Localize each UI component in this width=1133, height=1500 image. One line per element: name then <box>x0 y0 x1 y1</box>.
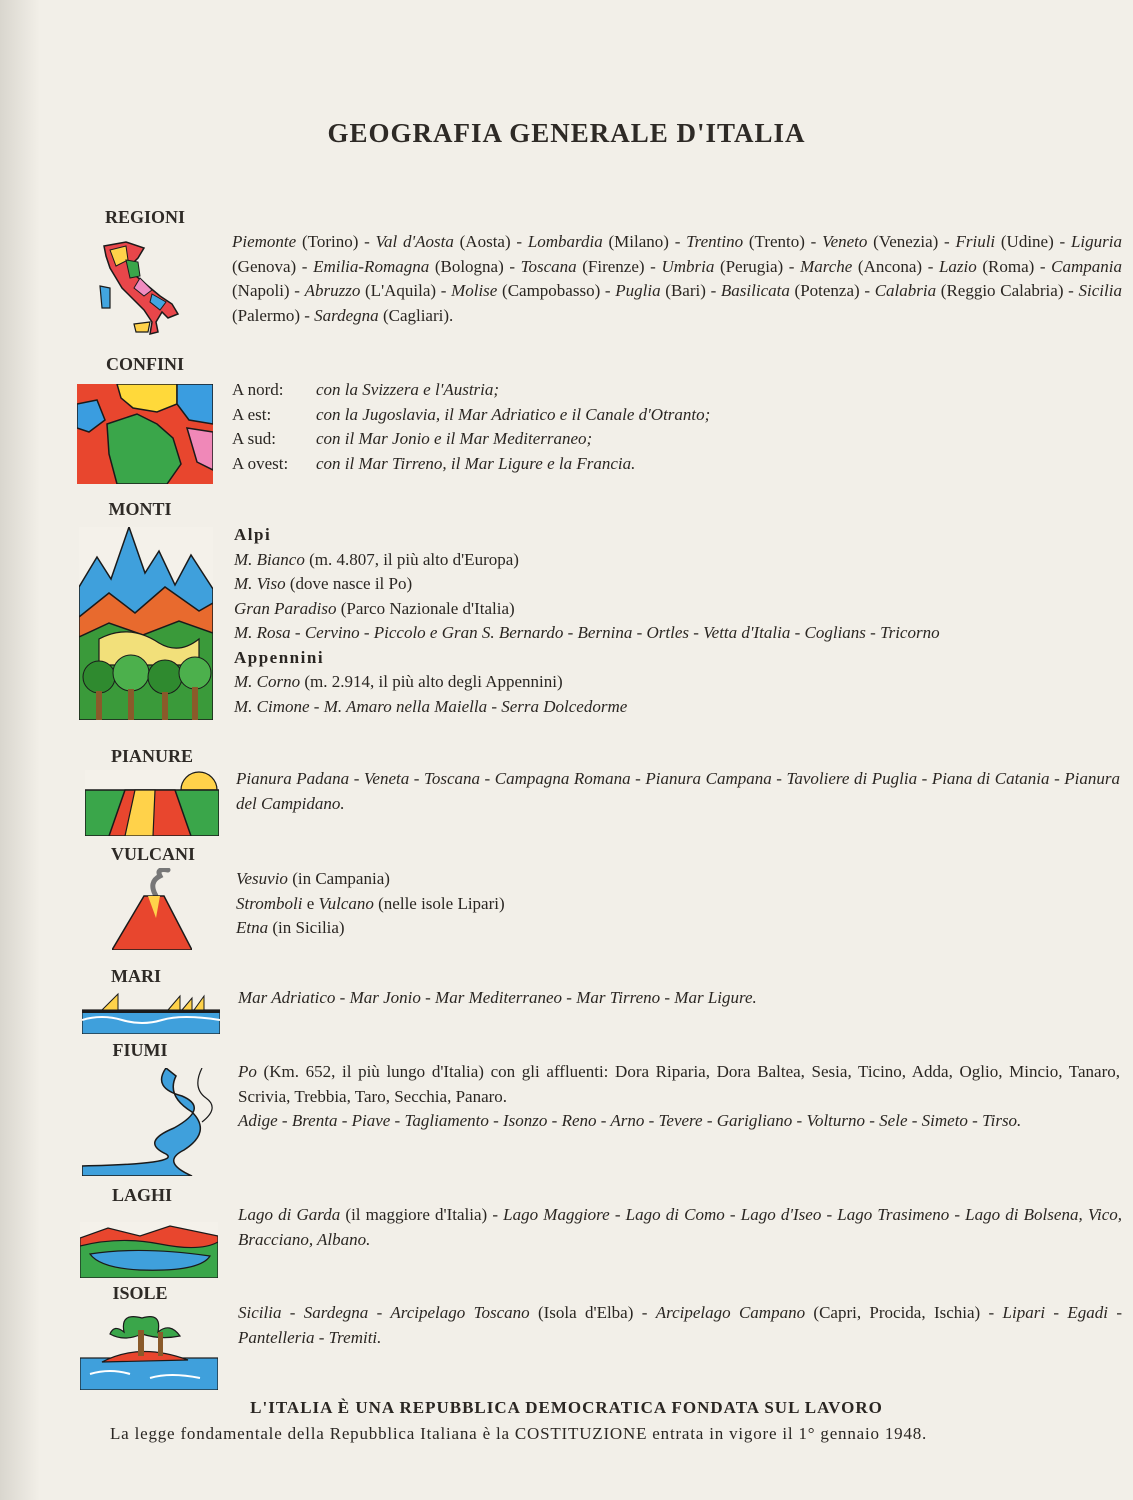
island-icon <box>80 1312 218 1390</box>
confini-key-nord: A nord: <box>232 380 284 399</box>
volcano-icon <box>112 868 192 950</box>
regione-name: Umbria <box>661 256 715 276</box>
regione-capoluogo: (Aosta) <box>453 232 511 251</box>
alpi-item-3-detail: (Parco Nazionale d'Italia) <box>336 598 515 618</box>
vulcano-vulcano: Vulcano <box>318 893 374 913</box>
confini-key-ovest: A ovest: <box>232 453 289 473</box>
regione-capoluogo: (Venezia) <box>867 232 939 251</box>
pianure-list: Pianura Padana - Veneta - Toscana - Campagna Romana - Pianura Campana - Tavoliere di Puglia - Piana di Catania - Pianura del Campidano. <box>236 769 1120 813</box>
confini-value-sud: con il Mar Jonio e il Mar Mediterraneo; <box>316 429 593 448</box>
lake-icon <box>80 1222 218 1278</box>
appennini-item-1-detail: (m. 2.914, il più alto degli Appennini) <box>300 672 563 691</box>
monti-text <box>234 523 1124 719</box>
alpi-item-2-name: M. Viso <box>234 574 286 593</box>
isole-list-2: Lipari - Egadi - Pantelleria - Tremiti. <box>238 1303 1122 1347</box>
regione-name: Veneto <box>822 232 868 251</box>
isole-text <box>238 1301 1122 1350</box>
regione-name: Piemonte <box>232 232 297 251</box>
confini-value-ovest: con il Mar Tirreno, il Mar Ligure e la Francia. <box>316 453 636 473</box>
regione-capoluogo: (Perugia) <box>714 256 784 276</box>
confini-key-sud: A sud: <box>232 429 276 448</box>
section-label-laghi: LAGHI <box>111 1185 172 1205</box>
regione-capoluogo: (Campobasso) <box>497 281 601 300</box>
regione-capoluogo: (Genova) <box>232 256 297 276</box>
regione-name: Marche <box>800 256 853 276</box>
regione-capoluogo: (Napoli) <box>232 281 290 300</box>
section-label-confini: CONFINI <box>105 354 184 374</box>
footer-heading: L'ITALIA È UNA REPUBBLICA DEMOCRATICA FONDATA SUL LAVORO <box>250 1398 883 1417</box>
regione-name: Sicilia <box>1078 281 1122 300</box>
section-label-vulcani: VULCANI <box>110 844 195 864</box>
regione-capoluogo: (Potenza) <box>789 281 860 300</box>
page-title: GEOGRAFIA GENERALE D'ITALIA <box>327 118 806 148</box>
isole-list-1: Sicilia - Sardegna - Arcipelago Toscano <box>238 1303 530 1322</box>
section-label-pianure: PIANURE <box>110 746 193 766</box>
sea-boats-icon <box>82 990 220 1034</box>
river-icon <box>82 1068 220 1176</box>
section-label-isole: ISOLE <box>112 1283 168 1303</box>
regioni-text: Piemonte (Torino) - Val d'Aosta (Aosta) - Lombardia (Milano) - Trentino (Trento) - Veneto (Venezia) - Friuli (Udine) - Liguria (Genova) - Emilia-Romagna (Bologna) - Toscana (Firenze) - Umbria (Perugia) - Marche (Ancona) - Lazio (Roma) - Campania (Napoli) - Abruzzo (L'Aquila) - Molise (Campobasso) - Puglia (Bari) - Basilicata (Potenza) - Calabria (Reggio Calabria) - Sicilia (Palermo) - Sardegna (Cagliari). <box>232 232 1122 325</box>
regione-capoluogo: (Roma) <box>976 256 1035 276</box>
appennini-list: M. Cimone - M. Amaro nella Maiella - Serra Dolcedorme <box>234 696 628 716</box>
confini-text <box>232 378 1122 476</box>
regione-capoluogo: (Reggio Calabria) <box>936 281 1064 300</box>
regione-name: Val d'Aosta <box>375 232 454 251</box>
laghi-text <box>238 1203 1122 1252</box>
section-label-fiumi: FIUMI <box>112 1040 168 1060</box>
isole-elba-detail: (Isola d'Elba) - <box>529 1303 656 1322</box>
vulcani-lipari-detail: (nelle isole Lipari) <box>373 893 505 913</box>
alpi-item-1-name: M. Bianco <box>234 549 305 569</box>
mari-text <box>238 986 1128 1011</box>
mari-list: Mar Adriatico - Mar Jonio - Mar Mediterraneo - Mar Tirreno - Mar Ligure. <box>238 988 757 1007</box>
regione-name: Friuli <box>955 232 996 251</box>
regione-capoluogo: (Bari) <box>660 281 706 300</box>
appennini-item-1-name: M. Corno <box>234 672 301 691</box>
regione-name: Lombardia <box>527 232 603 251</box>
regione-name: Liguria <box>1070 232 1122 251</box>
vulcani-conjunction: e <box>302 893 319 913</box>
regione-capoluogo: (L'Aquila) <box>360 281 437 300</box>
section-label-mari: MARI <box>111 966 161 986</box>
regione-name: Toscana <box>520 256 577 276</box>
page-edge-shadow <box>0 0 40 1500</box>
regione-name: Sardegna <box>314 305 379 325</box>
regione-name: Abruzzo <box>304 281 361 300</box>
confini-value-est: con la Jugoslavia, il Mar Adriatico e il Canale d'Otranto; <box>316 404 711 424</box>
appennini-heading: Appennini <box>234 647 325 667</box>
mountains-icon <box>79 527 213 720</box>
regione-name: Molise <box>451 281 498 300</box>
plains-icon <box>85 770 219 836</box>
vulcani-text <box>236 867 1126 941</box>
regione-name: Trentino <box>686 232 744 251</box>
regione-capoluogo: (Bologna) <box>429 256 504 276</box>
regione-capoluogo: (Ancona) <box>852 256 923 276</box>
regione-capoluogo: (Cagliari). <box>378 305 454 325</box>
regione-capoluogo: (Udine) <box>995 232 1054 251</box>
vulcano-etna: Etna <box>236 918 269 937</box>
vulcano-etna-detail: (in Sicilia) <box>268 918 345 937</box>
alpi-item-3-name: Gran Paradiso <box>234 598 337 618</box>
regione-capoluogo: (Palermo) <box>232 305 300 325</box>
laghi-list: Lago Maggiore - Lago di Como - Lago d'Iseo - Lago Trasimeno - Lago di Bolsena, Vico, Bracciano, Albano. <box>238 1205 1122 1249</box>
confini-value-nord: con la Svizzera e l'Austria; <box>316 380 500 399</box>
regione-capoluogo: (Trento) <box>743 232 805 251</box>
alpi-item-1-detail: (m. 4.807, il più alto d'Europa) <box>304 549 519 569</box>
alpi-heading: Alpi <box>234 525 272 544</box>
regione-name: Lazio <box>938 256 977 276</box>
confini-key-est: A est: <box>232 404 272 424</box>
border-map-icon <box>77 384 213 484</box>
alpi-item-2-detail: (dove nasce il Po) <box>285 574 413 593</box>
vulcano-vesuvio-detail: (in Campania) <box>287 869 390 888</box>
fiumi-text <box>238 1060 1120 1134</box>
vulcano-stromboli: Stromboli <box>236 893 303 913</box>
alpi-list: M. Rosa - Cervino - Piccolo e Gran S. Bernardo - Bernina - Ortles - Vetta d'Italia - Coglians - Tricorno <box>234 623 940 642</box>
regione-capoluogo: (Torino) <box>296 232 359 251</box>
regione-name: Emilia-Romagna <box>313 256 430 276</box>
fiume-po-detail: (Km. 652, il più lungo d'Italia) con gli affluenti: Dora Riparia, Dora Baltea, Sesia, Ticino, Adda, Oglio, Mincio, Tanaro, Scrivia, Trebbia, Taro, Secchia, Panaro. <box>238 1062 1120 1106</box>
fiume-po: Po <box>238 1062 257 1081</box>
vulcano-vesuvio: Vesuvio <box>236 869 288 888</box>
isole-campano-detail: (Capri, Procida, Ischia) - <box>805 1303 1003 1322</box>
regione-name: Basilicata <box>720 281 790 300</box>
pianure-text <box>236 767 1120 816</box>
lago-garda: Lago di Garda <box>238 1205 341 1224</box>
regione-capoluogo: (Milano) <box>602 232 669 251</box>
fiumi-list: Adige - Brenta - Piave - Tagliamento - Isonzo - Reno - Arno - Tevere - Garigliano - Volturno - Sele - Simeto - Tirso. <box>238 1111 1022 1130</box>
lago-garda-detail: (il maggiore d'Italia) - <box>340 1205 504 1224</box>
italy-map-icon <box>96 238 186 338</box>
regione-name: Puglia <box>615 281 661 300</box>
regione-name: Campania <box>1051 256 1122 276</box>
regione-name: Calabria <box>874 281 937 300</box>
isole-arcipelago-campano: Arcipelago Campano <box>655 1303 806 1322</box>
section-label-monti: MONTI <box>108 499 172 519</box>
regione-capoluogo: (Firenze) <box>576 256 645 276</box>
section-label-regioni: REGIONI <box>104 207 185 227</box>
footer-constitution-line: La legge fondamentale della Repubblica Italiana è la COSTITUZIONE entrata in vigore il 1° gennaio 1948. <box>110 1424 928 1443</box>
